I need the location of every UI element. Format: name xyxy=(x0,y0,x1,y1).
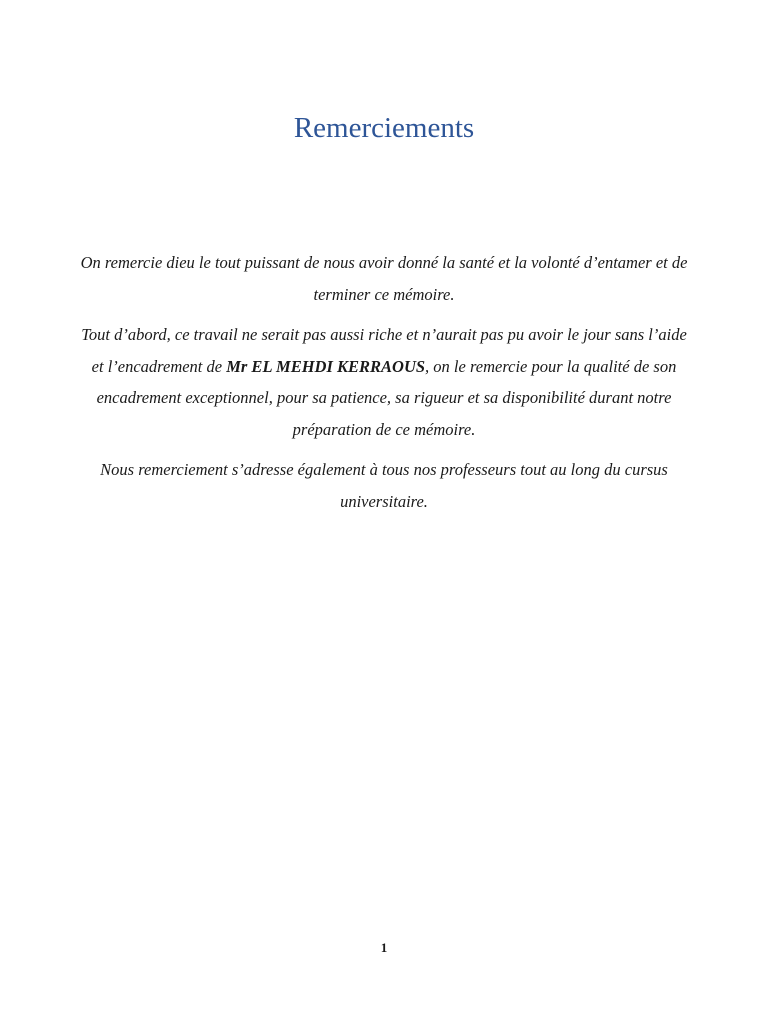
acknowledgements-body xyxy=(80,247,688,526)
paragraph-text-start: Tout d’abord, ce travail ne serait pas aussi riche et n’aurait pas pu avoir le jour sans l’aide et l’encadrement de xyxy=(81,325,687,376)
page-number: 1 xyxy=(380,940,388,955)
paragraph-thanks-supervisor xyxy=(80,319,688,445)
paragraph-text-end: , on le remercie pour la qualité de son encadrement exceptionnel, pour sa patience, sa rigueur et sa disponibilité durant notre préparation de ce mémoire. xyxy=(96,356,677,439)
paragraph-thanks-professors: Nous remerciement s’adresse également à tous nos professeurs tout au long du cursus universitaire. xyxy=(100,460,668,511)
supervisor-name: Mr EL MEHDI KERRAOUS xyxy=(226,356,426,376)
paragraph-thanks-god: On remercie dieu le tout puissant de nous avoir donné la santé et la volonté d’entamer et de terminer ce mémoire. xyxy=(80,253,688,304)
page-title: Remerciements xyxy=(293,112,475,144)
